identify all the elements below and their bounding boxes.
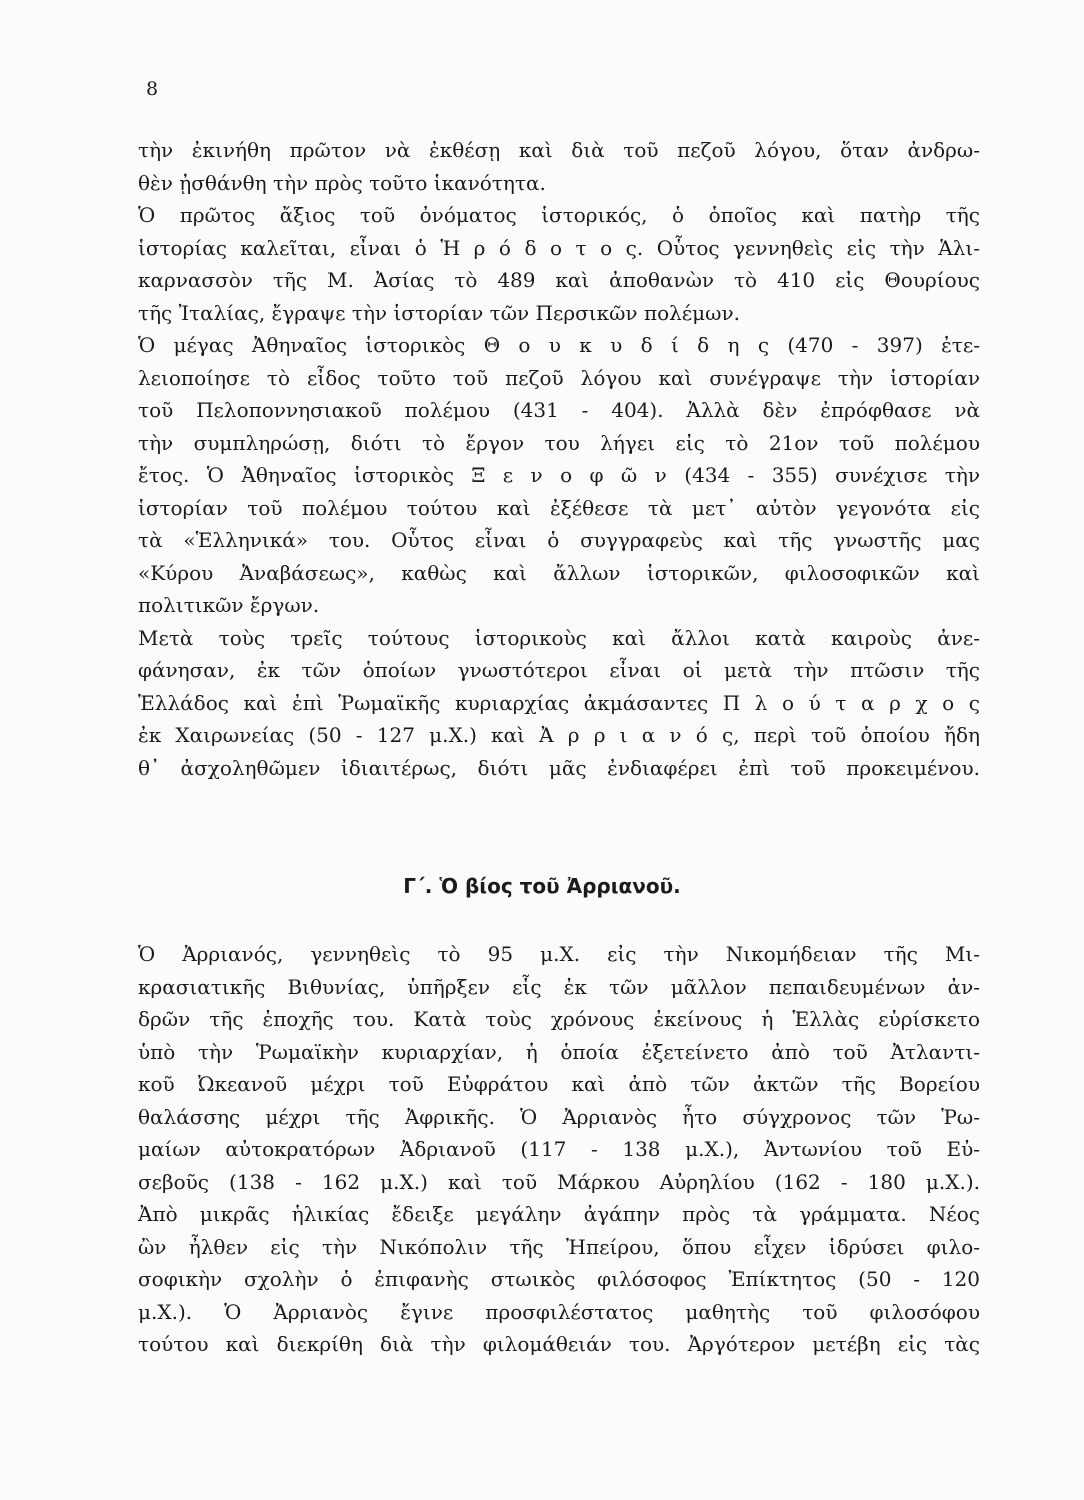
text-line: θὲν ᾐσθάνθη τὴν πρὸς τοῦτο ἱκανότητα.	[138, 170, 546, 195]
text-line: δρῶν τῆς ἐποχῆς του. Κατὰ τοὺς χρόνους ἐκείνους ἡ Ἑλλὰς εὑρίσκετο	[138, 1007, 980, 1031]
text-line: «Κύρου Ἀναβάσεως», καθὼς καὶ ἄλλων ἱστορικῶν, φιλοσοφικῶν καὶ	[138, 560, 980, 585]
text-line: σεβοῦς (138 - 162 μ.Χ.) καὶ τοῦ Μάρκου Αὐρηλίου (162 - 180 μ.Χ.).	[138, 1169, 980, 1194]
text-line: Ἀπὸ μικρᾶς ἡλικίας ἔδειξε μεγάλην ἀγάπην πρὸς τὰ γράμματα. Νέος	[138, 1202, 980, 1226]
text-line: ὢν ἦλθεν εἰς τὴν Νικόπολιν τῆς Ἠπείρου, ὅπου εἶχεν ἱδρύσει φιλο-	[138, 1234, 980, 1259]
text-line: Μετὰ τοὺς τρεῖς τούτους ἱστορικοὺς καὶ ἄλλοι κατὰ καιροὺς ἀνε-	[138, 625, 980, 650]
text-line: μαίων αὐτοκρατόρων Ἀδριανοῦ (117 - 138 μ.Χ.), Ἀντωνίου τοῦ Εὐ-	[138, 1137, 980, 1161]
text-line: θ᾽ ἀσχοληθῶμεν ἰδιαιτέρως, διότι μᾶς ἐνδιαφέρει ἐπὶ τοῦ προκειμένου.	[138, 755, 980, 780]
text-block-intro	[138, 134, 980, 784]
text-line: ἱστορίαν τοῦ πολέμου τούτου καὶ ἐξέθεσε τὰ μετ᾽ αὐτὸν γεγονότα εἰς	[138, 495, 980, 520]
text-line: τοῦ Πελοποννησιακοῦ πολέμου (431 - 404). Ἀλλὰ δὲν ἐπρόφθασε νὰ	[138, 398, 980, 422]
text-line: ὑπὸ τὴν Ῥωμαϊκὴν κυριαρχίαν, ἡ ὁποία ἐξετείνετο ἀπὸ τοῦ Ἀτλαντι-	[138, 1039, 980, 1064]
text-line: θαλάσσης μέχρι τῆς Ἀφρικῆς. Ὁ Ἀρριανὸς ἦτο σύγχρονος τῶν Ῥω-	[138, 1104, 980, 1129]
text-line: Ἑλλάδος καὶ ἐπὶ Ῥωμαϊκῆς κυριαρχίας ἀκμάσαντες Π λ ο ύ τ α ρ χ ο ς	[138, 690, 980, 715]
text-line: ἐκ Χαιρωνείας (50 - 127 μ.Χ.) καὶ Ἀ ρ ρ ι α ν ό ς, περὶ τοῦ ὁποίου ἤδη	[138, 723, 980, 747]
text-line: τῆς Ἰταλίας, ἔγραψε τὴν ἱστορίαν τῶν Περσικῶν πολέμων.	[138, 300, 740, 325]
text-line: ἔτος. Ὁ Ἀθηναῖος ἱστορικὸς Ξ ε ν ο φ ῶ ν (434 - 355) συνέχισε τὴν	[138, 463, 980, 487]
text-line: κοῦ Ὠκεανοῦ μέχρι τοῦ Εὐφράτου καὶ ἀπὸ τῶν ἀκτῶν τῆς Βορείου	[138, 1072, 980, 1096]
text-line: πολιτικῶν ἔργων.	[138, 593, 320, 617]
text-line: Ὁ Ἀρριανός, γεννηθεὶς τὸ 95 μ.Χ. εἰς τὴν Νικομήδειαν τῆς Μι-	[138, 942, 980, 966]
text-line: φάνησαν, ἐκ τῶν ὁποίων γνωστότεροι εἶναι οἱ μετὰ τὴν πτῶσιν τῆς	[138, 658, 980, 682]
text-line: τὰ «Ἑλληνικά» του. Οὗτος εἶναι ὁ συγγραφεὺς καὶ τῆς γνωστῆς μας	[138, 528, 980, 552]
text-line: τὴν συμπληρώσῃ, διότι τὸ ἔργον του λήγει εἰς τὸ 21ον τοῦ πολέμου	[138, 430, 980, 455]
text-line: κρασιατικῆς Βιθυνίας, ὑπῆρξεν εἷς ἐκ τῶν μᾶλλον πεπαιδευμένων ἀν-	[138, 974, 980, 999]
text-line: καρνασσὸν τῆς Μ. Ἀσίας τὸ 489 καὶ ἀποθανὼν τὸ 410 εἰς Θουρίους	[138, 268, 980, 292]
text-line: τούτου καὶ διεκρίθη διὰ τὴν φιλομάθειάν του. Ἀργότερον μετέβη εἰς τὰς	[138, 1332, 980, 1356]
section-heading: Γ΄. Ὁ βίος τοῦ Ἀρριανοῦ.	[403, 874, 681, 898]
text-line: μ.Χ.). Ὁ Ἀρριανὸς ἔγινε προσφιλέστατος μαθητὴς τοῦ φιλοσόφου	[138, 1299, 980, 1324]
text-line: λειοποίησε τὸ εἶδος τοῦτο τοῦ πεζοῦ λόγου καὶ συνέγραψε τὴν ἱστορίαν	[138, 365, 980, 390]
text-block-arrian-life	[138, 938, 980, 1361]
text-line: Ὁ πρῶτος ἄξιος τοῦ ὀνόματος ἱστορικός, ὁ ὁποῖος καὶ πατὴρ τῆς	[138, 203, 980, 227]
page-number: 8	[146, 78, 159, 100]
text-line: σοφικὴν σχολὴν ὁ ἐπιφανὴς στωικὸς φιλόσοφος Ἐπίκτητος (50 - 120	[138, 1267, 980, 1291]
text-line: τὴν ἐκινήθη πρῶτον νὰ ἐκθέσῃ καὶ διὰ τοῦ πεζοῦ λόγου, ὅταν ἀνδρω-	[138, 138, 980, 162]
text-line: ἱστορίας καλεῖται, εἶναι ὁ Ἡ ρ ό δ ο τ ο ς. Οὗτος γεννηθεὶς εἰς τὴν Ἁλι-	[138, 235, 980, 260]
text-line: Ὁ μέγας Ἀθηναῖος ἱστορικὸς Θ ο υ κ υ δ ί δ η ς (470 - 397) ἐτε-	[138, 333, 980, 357]
